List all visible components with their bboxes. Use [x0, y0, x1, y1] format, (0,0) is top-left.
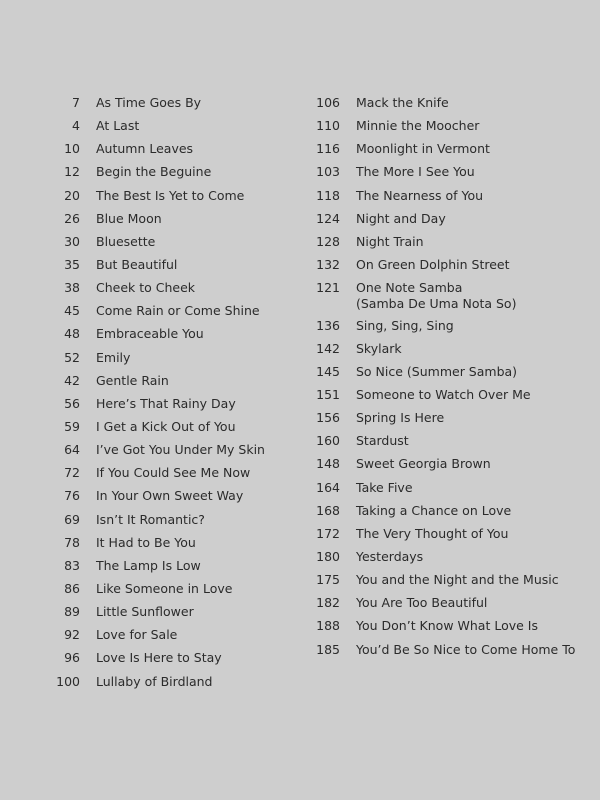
toc-song-title: But Beautiful	[96, 256, 178, 272]
toc-page-number: 56	[64, 395, 80, 411]
toc-entry	[40, 350, 290, 373]
toc-song-title: Isn’t It Romantic?	[96, 511, 205, 527]
toc-song-title: Night and Day	[356, 210, 446, 226]
toc-song-title: The More I See You	[356, 164, 475, 180]
toc-page-number: 30	[64, 233, 80, 249]
toc-page-number: 59	[64, 418, 80, 434]
toc-song-title: Blue Moon	[96, 210, 162, 226]
toc-song-title: Mack the Knife	[356, 95, 449, 110]
contents-column-left	[40, 95, 290, 697]
contents-column-right	[300, 95, 595, 665]
toc-song-title: Skylark	[356, 340, 402, 356]
toc-entry	[300, 257, 595, 280]
toc-page-number: 38	[64, 280, 80, 296]
toc-page-number: 89	[64, 604, 80, 620]
toc-page-number: 64	[64, 442, 80, 458]
toc-page-number: 48	[64, 326, 80, 342]
toc-page-number: 142	[316, 340, 340, 356]
toc-entry	[40, 118, 290, 141]
toc-song-title: I Get a Kick Out of You	[96, 418, 236, 434]
toc-entry	[300, 410, 595, 433]
toc-entry	[40, 280, 290, 303]
toc-page-number: 12	[64, 164, 80, 180]
toc-page-number: 145	[316, 363, 340, 379]
toc-entry	[40, 442, 290, 465]
toc-entry	[300, 141, 595, 164]
toc-page-number: 168	[316, 502, 340, 518]
toc-song-title: In Your Own Sweet Way	[96, 488, 244, 504]
toc-entry	[300, 318, 595, 341]
toc-page-number: 128	[316, 233, 340, 249]
toc-entry	[40, 419, 290, 442]
toc-song-title: Taking a Chance on Love	[356, 502, 512, 518]
toc-page-number: 72	[64, 465, 80, 481]
toc-page-number: 42	[64, 372, 80, 388]
toc-page-number: 10	[64, 141, 80, 157]
toc-entry	[300, 118, 595, 141]
toc-song-title: Spring Is Here	[356, 410, 445, 426]
toc-entry	[300, 387, 595, 410]
toc-page-number: 35	[64, 256, 80, 272]
toc-page-number: 110	[316, 118, 340, 134]
toc-page-number: 106	[316, 95, 340, 110]
toc-page-number: 45	[64, 303, 80, 319]
toc-song-title: Cheek to Cheek	[96, 280, 196, 296]
toc-entry	[40, 326, 290, 349]
toc-entry	[40, 164, 290, 187]
toc-page-number: 175	[316, 572, 340, 588]
toc-entry	[300, 456, 595, 479]
toc-page-number: 86	[64, 580, 80, 596]
toc-page-number: 103	[316, 164, 340, 180]
toc-song-title: The Lamp Is Low	[96, 557, 201, 573]
toc-entry	[300, 95, 595, 118]
toc-entry	[300, 595, 595, 618]
toc-page-number: 100	[56, 673, 80, 689]
toc-song-title: Gentle Rain	[96, 372, 169, 388]
toc-page-number: 180	[316, 549, 340, 565]
toc-song-title: You and the Night and the Music	[356, 572, 559, 588]
toc-page-number: 69	[64, 511, 80, 527]
toc-song-title: You Are Too Beautiful	[356, 595, 488, 611]
toc-entry	[40, 257, 290, 280]
toc-song-title: Autumn Leaves	[96, 141, 194, 157]
toc-entry	[300, 433, 595, 456]
toc-page-number: 7	[72, 95, 80, 110]
toc-song-title: The Best Is Yet to Come	[96, 187, 245, 203]
toc-song-title: I’ve Got You Under My Skin	[96, 442, 265, 458]
toc-entry	[300, 211, 595, 234]
toc-entry	[40, 581, 290, 604]
toc-entry	[300, 188, 595, 211]
toc-page-number: 26	[64, 210, 80, 226]
toc-entry	[40, 373, 290, 396]
toc-entry	[40, 141, 290, 164]
toc-song-title: Stardust	[356, 433, 409, 449]
toc-entry	[40, 396, 290, 419]
toc-song-title: Yesterdays	[356, 549, 424, 565]
toc-page-number: 182	[316, 595, 340, 611]
toc-page-number: 52	[64, 349, 80, 365]
toc-song-title: One Note Samba (Samba De Uma Nota So)	[356, 280, 517, 312]
toc-song-title: Minnie the Moocher	[356, 118, 480, 134]
toc-page-number: 124	[316, 210, 340, 226]
toc-song-title: Embraceable You	[96, 326, 204, 342]
toc-entry	[40, 188, 290, 211]
toc-song-title: You’d Be So Nice to Come Home To	[356, 641, 576, 657]
toc-page-number: 118	[316, 187, 340, 203]
toc-entry	[40, 465, 290, 488]
toc-song-title: So Nice (Summer Samba)	[356, 363, 518, 379]
toc-entry	[40, 604, 290, 627]
toc-song-title: As Time Goes By	[96, 95, 202, 110]
toc-entry	[40, 650, 290, 673]
toc-entry	[40, 211, 290, 234]
toc-entry	[300, 526, 595, 549]
toc-entry	[300, 164, 595, 187]
toc-page-number: 96	[64, 650, 80, 666]
toc-entry	[40, 627, 290, 650]
toc-entry	[300, 503, 595, 526]
toc-page-number: 172	[316, 525, 340, 541]
toc-page-number: 188	[316, 618, 340, 634]
toc-song-title: Someone to Watch Over Me	[356, 387, 531, 403]
toc-entry	[300, 280, 595, 318]
toc-song-title: Night Train	[356, 233, 424, 249]
toc-entry	[40, 234, 290, 257]
toc-page-number: 156	[316, 410, 340, 426]
toc-song-title: Little Sunflower	[96, 604, 194, 620]
toc-song-title: Like Someone in Love	[96, 580, 233, 596]
toc-page-number: 83	[64, 557, 80, 573]
toc-song-title: Love for Sale	[96, 627, 178, 643]
toc-entry	[40, 303, 290, 326]
toc-song-title: The Nearness of You	[356, 187, 484, 203]
toc-song-title: Begin the Beguine	[96, 164, 212, 180]
toc-entry	[40, 95, 290, 118]
toc-song-title: The Very Thought of You	[356, 525, 509, 541]
toc-entry	[40, 488, 290, 511]
toc-entry	[40, 512, 290, 535]
toc-entry	[300, 480, 595, 503]
toc-page-number: 164	[316, 479, 340, 495]
toc-song-title: Sing, Sing, Sing	[356, 317, 454, 333]
toc-page-number: 20	[64, 187, 80, 203]
toc-song-title: At Last	[96, 118, 140, 134]
toc-page-number: 136	[316, 317, 340, 333]
toc-song-title: Moonlight in Vermont	[356, 141, 490, 157]
toc-entry	[40, 558, 290, 581]
toc-song-title: Sweet Georgia Brown	[356, 456, 491, 472]
toc-page-number: 185	[316, 641, 340, 657]
toc-entry	[300, 234, 595, 257]
toc-song-title: Bluesette	[96, 233, 156, 249]
toc-page-number: 78	[64, 534, 80, 550]
toc-song-title: Take Five	[356, 479, 413, 495]
toc-entry	[40, 674, 290, 697]
toc-song-title: If You Could See Me Now	[96, 465, 251, 481]
toc-song-title: It Had to Be You	[96, 534, 196, 550]
toc-song-title: Come Rain or Come Shine	[96, 303, 260, 319]
toc-entry	[300, 642, 595, 665]
toc-song-title: On Green Dolphin Street	[356, 256, 510, 272]
toc-entry	[300, 618, 595, 641]
toc-entry	[300, 341, 595, 364]
toc-page-number: 121	[316, 280, 340, 296]
toc-page-number: 132	[316, 256, 340, 272]
toc-song-title: Lullaby of Birdland	[96, 673, 213, 689]
toc-entry	[300, 549, 595, 572]
toc-page-number: 160	[316, 433, 340, 449]
toc-page-number: 92	[64, 627, 80, 643]
toc-song-title: Love Is Here to Stay	[96, 650, 222, 666]
toc-page-number: 116	[316, 141, 340, 157]
toc-song-title: Emily	[96, 349, 131, 365]
toc-entry	[40, 535, 290, 558]
toc-page-number: 4	[72, 118, 80, 134]
toc-page-number: 151	[316, 387, 340, 403]
toc-song-title: You Don’t Know What Love Is	[356, 618, 538, 634]
toc-entry	[300, 364, 595, 387]
toc-song-title: Here’s That Rainy Day	[96, 395, 236, 411]
toc-page-number: 76	[64, 488, 80, 504]
toc-entry	[300, 572, 595, 595]
toc-page-number: 148	[316, 456, 340, 472]
